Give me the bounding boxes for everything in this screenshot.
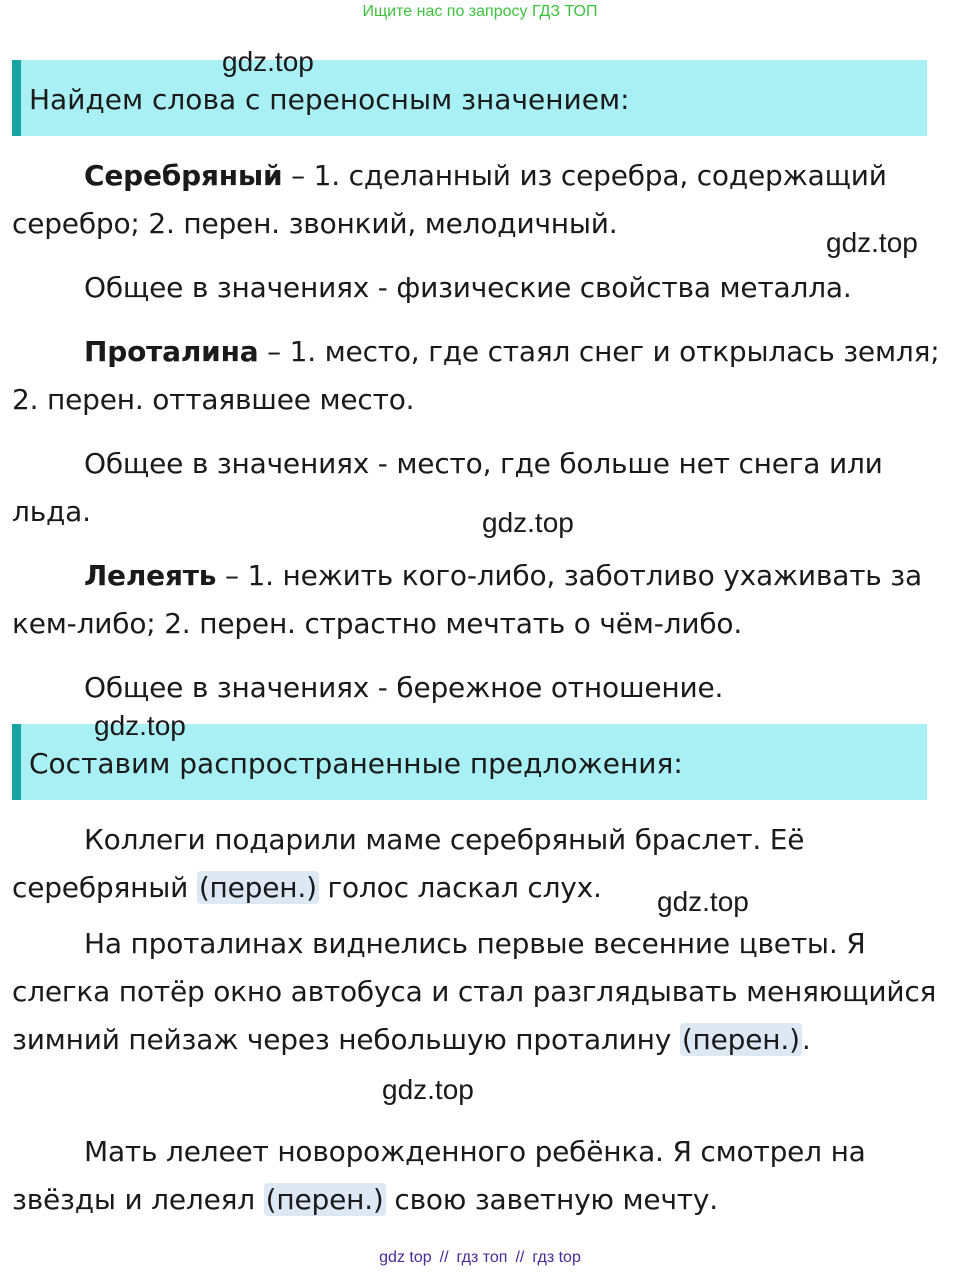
term: Лелеять	[84, 559, 217, 592]
watermark: gdz.top	[826, 227, 918, 258]
section-header-figurative-words	[12, 60, 927, 136]
footer	[0, 1244, 960, 1272]
definition-paragraph	[12, 552, 942, 648]
figurative-mark: (перен.)	[265, 1183, 384, 1216]
term: Проталина	[84, 335, 259, 368]
figurative-mark: (перен.)	[681, 1023, 800, 1056]
common-meaning: Общее в значениях - физические свойства металла.	[84, 271, 852, 304]
common-meaning: Общее в значениях - бережное отношение.	[84, 671, 724, 704]
sentence-text: голос ласкал слух.	[318, 871, 602, 904]
watermark: gdz.top	[382, 1074, 474, 1105]
sentence-text: .	[801, 1023, 811, 1056]
section-title: Составим распространенные предложения:	[29, 747, 683, 780]
definition: – 1. нежить кого-либо, заботливо ухаживать за кем-либо; 2. перен. страстно мечтать о чём-либо.	[12, 559, 922, 640]
common-meaning: Общее в значениях - место, где больше нет снега или льда.	[12, 447, 883, 528]
footer-separator: //	[439, 1249, 449, 1266]
sentence-text: Мать лелеет новорожденного ребёнка. Я смотрел на звёзды и лелеял	[12, 1135, 866, 1216]
watermark: gdz.top	[222, 46, 314, 77]
definition-paragraph	[12, 328, 942, 424]
example-sentence	[12, 920, 942, 1064]
example-sentence	[12, 816, 942, 912]
sentence-text: свою заветную мечту.	[385, 1183, 718, 1216]
example-sentence	[12, 1128, 942, 1224]
footer-separator: //	[515, 1249, 525, 1266]
section-title: Найдем слова с переносным значением:	[29, 83, 630, 116]
sentence-text: На проталинах виднелись первые весенние цветы. Я слегка потёр окно автобуса и стал разглядывать меняющийся зимний пейзаж через небольшую проталину	[12, 927, 937, 1056]
watermark: gdz.top	[657, 886, 749, 917]
sentence-text: Коллеги подарили маме серебряный браслет. Её серебряный	[12, 823, 805, 904]
term: Серебряный	[84, 159, 283, 192]
footer-link[interactable]: гдз топ	[456, 1249, 508, 1266]
top-banner: Ищите нас по запросу ГДЗ ТОП	[362, 3, 598, 20]
definition-paragraph	[12, 152, 942, 248]
footer-link[interactable]: гдз top	[532, 1249, 581, 1266]
definition: – 1. сделанный из серебра, содержащий серебро; 2. перен. звонкий, мелодичный.	[12, 159, 887, 240]
watermark: gdz.top	[94, 710, 186, 741]
figurative-mark: (перен.)	[198, 871, 317, 904]
footer-link[interactable]: gdz top	[379, 1249, 432, 1266]
watermark: gdz.top	[482, 507, 574, 538]
definition: – 1. место, где стаял снег и открылась земля; 2. перен. оттаявшее место.	[12, 335, 940, 416]
